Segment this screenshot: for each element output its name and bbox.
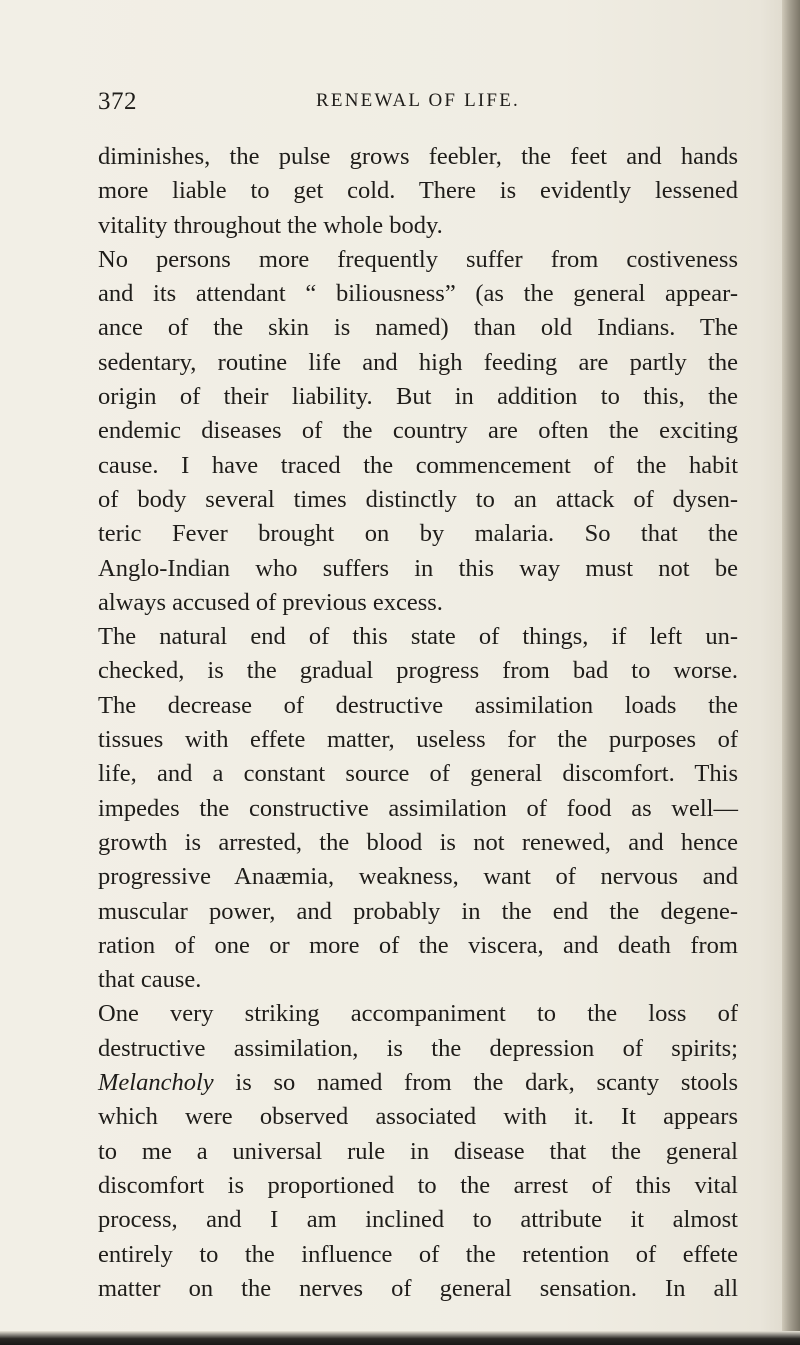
body-text xyxy=(98,140,738,1306)
text-line: ance of the skin is named) than old Indians. The xyxy=(98,314,738,342)
text-line: of body several times distinctly to an attack of dysen- xyxy=(98,485,738,513)
text-line: checked, is the gradual progress from bad to worse. xyxy=(98,657,738,685)
page-edge-shadow xyxy=(782,0,800,1345)
text-line: impedes the constructive assimilation of food as well— xyxy=(98,794,738,822)
text-line: vitality throughout the whole body. xyxy=(98,211,443,239)
text-line: muscular power, and probably in the end the degene- xyxy=(98,897,738,925)
text-line: entirely to the influence of the retention of effete xyxy=(98,1240,738,1268)
text-line: progressive Anaæmia, weakness, want of nervous and xyxy=(98,863,738,891)
text-line: origin of their liability. But in addition to this, the xyxy=(98,383,738,411)
page-bottom-edge xyxy=(0,1331,800,1345)
text-line: that cause. xyxy=(98,966,202,994)
text-line: process, and I am inclined to attribute it almost xyxy=(98,1206,738,1234)
text-line: sedentary, routine life and high feeding are partly the xyxy=(98,348,738,376)
text-line: destructive assimilation, is the depression of spirits; xyxy=(98,1034,738,1062)
text-line: The decrease of destructive assimilation loads the xyxy=(98,691,738,719)
text-line: and its attendant “ biliousness” (as the general appear- xyxy=(98,280,738,308)
running-title: RENEWAL OF LIFE. xyxy=(316,90,520,111)
text-line: which were observed associated with it. It appears xyxy=(98,1103,738,1131)
text-line: No persons more frequently suffer from costiveness xyxy=(98,245,738,273)
text-line: more liable to get cold. There is evidently lessened xyxy=(98,177,738,205)
page-number: 372 xyxy=(98,88,137,115)
text-line: diminishes, the pulse grows feebler, the feet and hands xyxy=(98,143,738,170)
text-line: The natural end of this state of things, if left un- xyxy=(98,623,738,651)
italic-word: Melancholy xyxy=(98,1069,214,1097)
text-line: ration of one or more of the viscera, and death from xyxy=(98,931,738,959)
text-line: endemic diseases of the country are often the exciting xyxy=(98,417,738,445)
text-line: life, and a constant source of general discomfort. This xyxy=(98,760,738,788)
page-header xyxy=(98,88,738,116)
text-line: growth is arrested, the blood is not renewed, and hence xyxy=(98,828,738,856)
text-line: always accused of previous excess. xyxy=(98,588,443,616)
line-remainder: is so named from the dark, scanty stools xyxy=(235,1069,739,1097)
text-line: tissues with effete matter, useless for the purposes of xyxy=(98,726,738,754)
text-line: cause. I have traced the commencement of the habit xyxy=(98,451,738,479)
text-line xyxy=(98,1066,738,1100)
text-line: teric Fever brought on by malaria. So that the xyxy=(98,520,738,548)
text-line: discomfort is proportioned to the arrest of this vital xyxy=(98,1171,738,1199)
text-line: Anglo-Indian who suffers in this way must not be xyxy=(98,554,738,582)
text-line: One very striking accompaniment to the loss of xyxy=(98,1000,738,1028)
text-line: matter on the nerves of general sensation. In all xyxy=(98,1274,738,1302)
text-line: to me a universal rule in disease that the general xyxy=(98,1137,738,1165)
